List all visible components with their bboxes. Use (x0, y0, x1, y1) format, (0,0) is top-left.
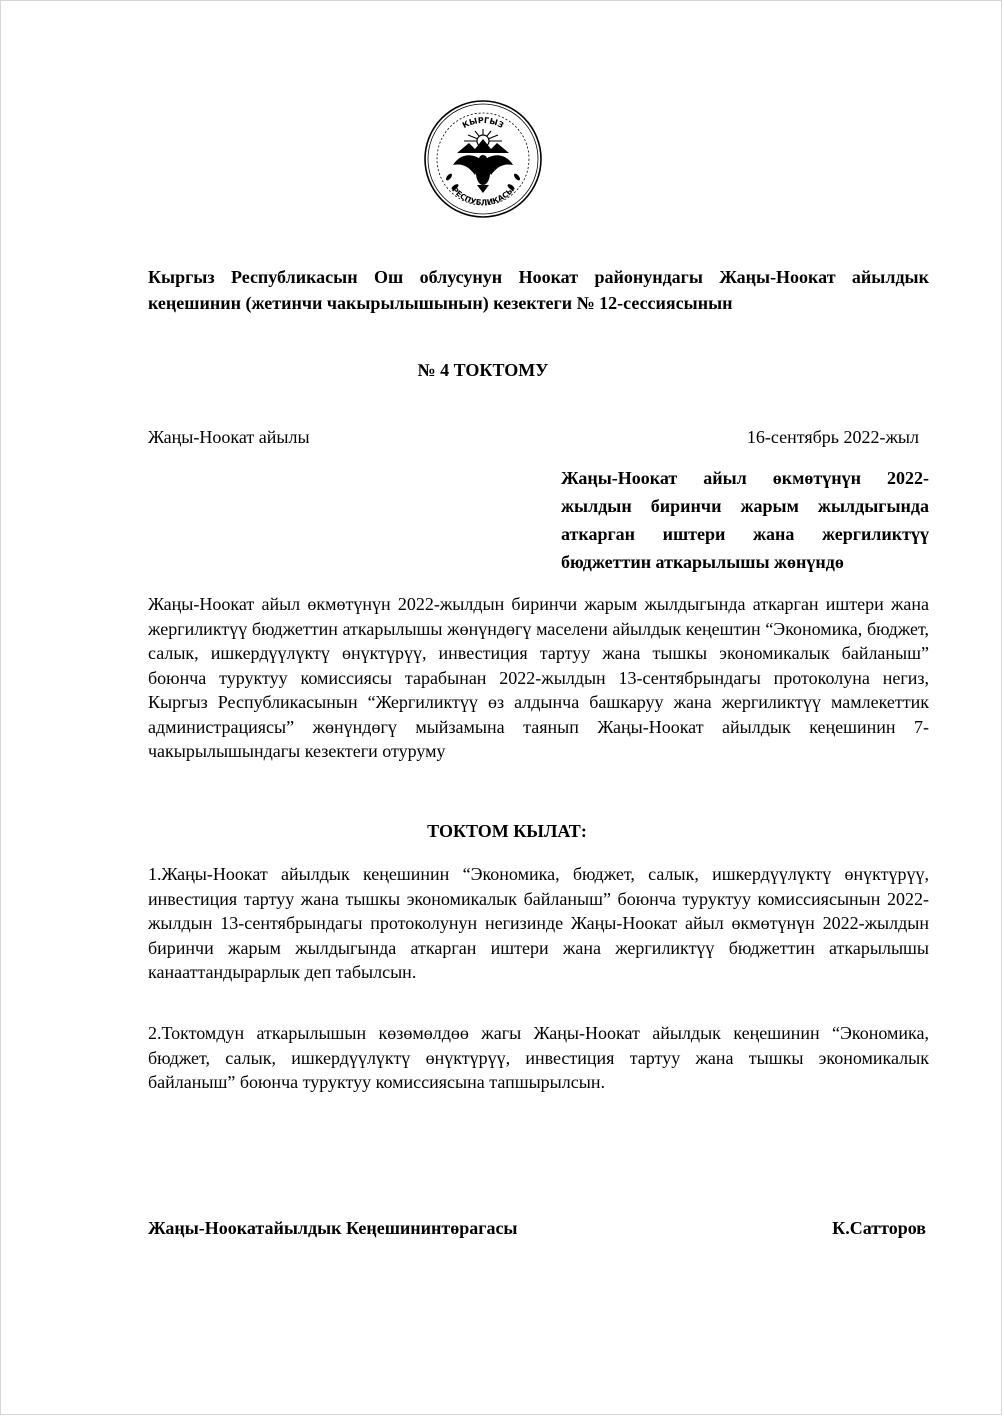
issue-date: 16-сентябрь 2022-жыл (746, 427, 919, 447)
signatory-name: К.Сатторов (832, 1218, 926, 1238)
document-subject: Жаңы-Ноокат айыл өкмөтүнүн 2022-жылдын биринчи жарым жылдыгында аткарган иштери жана жергиликтүү бюджеттин аткарылышы жөнүндө (561, 468, 929, 572)
decree-item-2: 2.Токтомдун аткарылышын көзөмөлдөө жагы Жаңы-Ноокат айылдык кеңешинин “Экономика, бюджет, салык, ишкердүүлүктү өнүктүрүү, инвестиция тартуу жана тышкы экономикалык байланыш” боюнча туруктуу комиссиясына тапшырылсын. (148, 1023, 929, 1092)
decree-item-1: 1.Жаңы-Ноокат айылдык кеңешинин “Экономика, бюджет, салык, ишкердүүлүктү өнүктүрүү, инвестиция тартуу жана тышкы экономикалык байланыш” боюнча туруктуу комиссиясынын 2022-жылдын 13-сентябрындагы протоколунун негизинде Жаңы-Ноокат айыл өкмөтүнүн 2022-жылдын биринчи жарым жылдыгында аткарган иштери жана жергиликтүү бюджеттин аткарылышы канааттандырарлык деп табылсын. (148, 864, 929, 982)
svg-text:КЫРГЫЗ: КЫРГЫЗ (460, 115, 506, 131)
intro-paragraph: Жаңы-Ноокат айыл өкмөтүнүн 2022-жылдын биринчи жарым жылдыгында аткарган иштери жана жергиликтүү бюджеттин аткарылышы жөнүндөгү маселени айылдык кеңештин “Экономика, бюджет, салык, ишкердүүлүктү өнүктүрүү, инвестиция тартуу жана тышкы экономикалык байланыш” боюнча туруктуу комиссиясы тарабынан 2022-жылдын 13-сентябрындагы протоколуна негиз, Кыргыз Республикасынын “Жергиликтүү өз алдынча башкаруу жана жергиликтүү мамлекеттик администрациясы” жөнүндөгү мыйзамына таянып Жаңы-Ноокат айылдык кеңешинин 7-чакырылышындагы кезектеги отуруму (148, 594, 929, 761)
state-emblem-icon (423, 99, 543, 219)
signatory-title: Жаңы-Ноокатайылдык Кеңешининтөрагасы (148, 1218, 518, 1238)
decree-heading: ТОКТОМ КЫЛАТ: (427, 821, 587, 841)
issue-place: Жаңы-Ноокат айылы (148, 427, 310, 447)
document-title: № 4 ТОКТОМУ (417, 360, 549, 380)
document-header: Кыргыз Республикасын Ош облусунун Ноокат районундагы Жаңы-Ноокат айылдык кеңешинин (жетинчи чакырылышынын) кезектеги № 12-сессиясынын (148, 267, 929, 313)
svg-text:РЕСПУБЛИКАСЫ: РЕСПУБЛИКАСЫ (450, 185, 516, 208)
state-emblem (423, 99, 543, 219)
